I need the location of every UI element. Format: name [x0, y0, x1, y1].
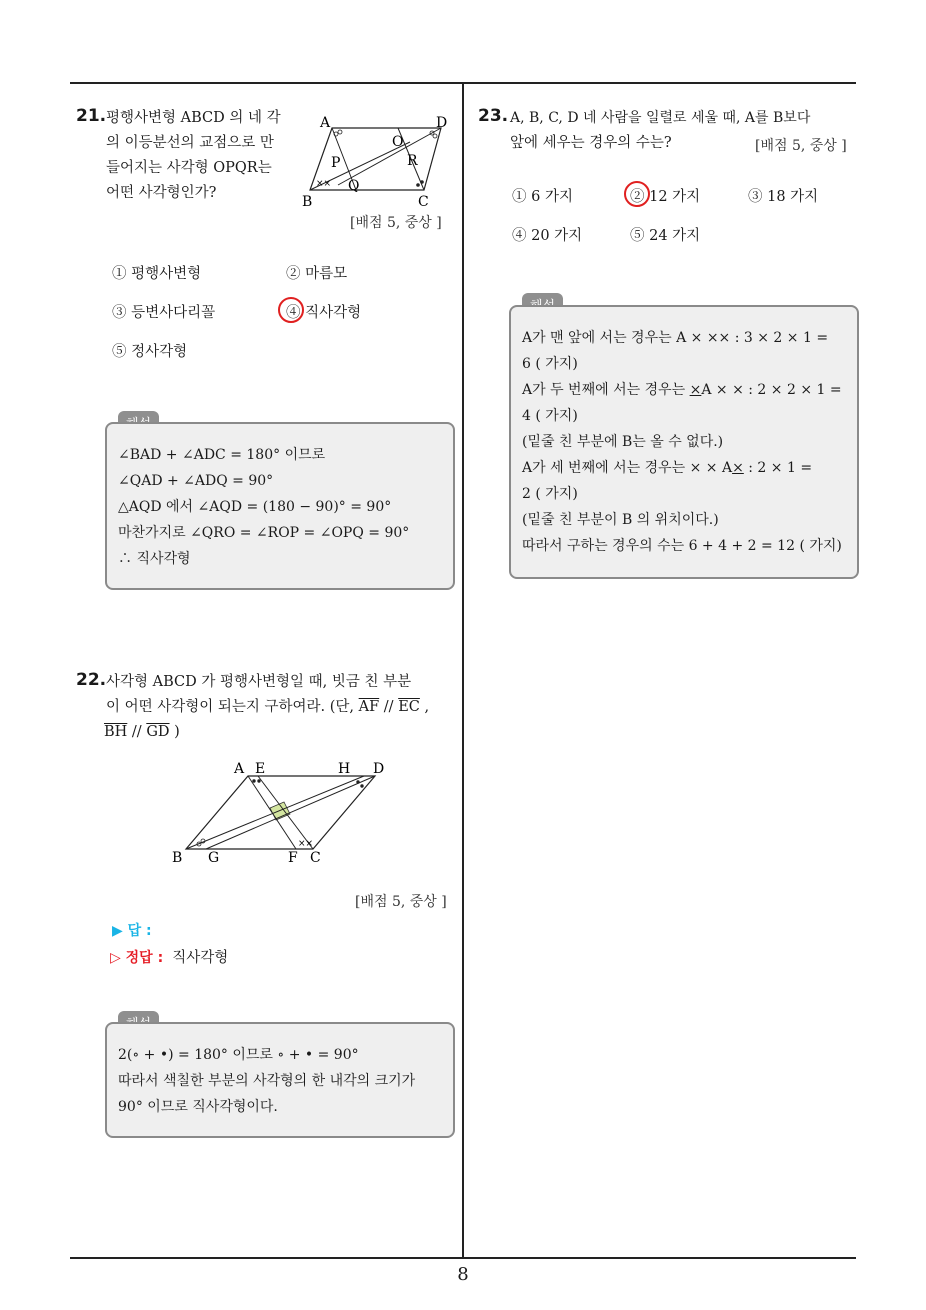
q22-line-3: $\overline{BH} // \overline{GD}$ ) — [104, 724, 180, 740]
q21-choice-2[interactable]: ② 마름모 — [286, 266, 348, 282]
q21-explain-4: 마찬가지로 ∠QRO = ∠ROP = ∠OPQ = 90° — [118, 525, 410, 541]
q22-number: 22. — [76, 670, 107, 690]
q21-mark-c2 — [420, 180, 424, 184]
q23-line-2: 앞에 세우는 경우의 수는? — [510, 135, 672, 151]
q23-explain-7: 2 ( 가지) — [522, 486, 578, 502]
q22-label-b: B — [172, 850, 183, 866]
q22-mark-d — [356, 780, 359, 783]
q21-question — [106, 106, 296, 206]
q23-choice-2[interactable]: ② 12 가지 — [630, 189, 701, 205]
page-number: 8 — [457, 1264, 469, 1285]
q23-choice-4[interactable]: ④ 20 가지 — [512, 228, 583, 244]
q21-mark-d2 — [433, 134, 437, 138]
q23-explain-8: (밑줄 친 부분이 B 의 위치이다.) — [522, 512, 719, 528]
q22-question — [106, 670, 458, 745]
q21-number: 21. — [76, 106, 107, 126]
q22-correct-row — [110, 946, 228, 967]
q21-line-1: 평행사변형 ABCD 의 네 각 — [106, 110, 281, 126]
q21-choice-1[interactable]: ① 평행사변형 — [112, 266, 202, 282]
q21-label-a: A — [320, 115, 331, 131]
bottom-rule — [70, 1257, 856, 1259]
q23-selected-mark — [624, 181, 650, 207]
q23-explain-9: 따라서 구하는 경우의 수는 6 + 4 + 2 = 12 ( 가지) — [522, 538, 842, 554]
q21-label-p: P — [331, 155, 341, 171]
q21-explain-box — [105, 422, 455, 590]
q22-answer-label: ▶ 답 : — [112, 923, 152, 939]
q22-label-g: G — [208, 850, 220, 866]
q22-line-2: 이 어떤 사각형이 되는지 구하여라. (단, $\overline{AF} // \overline{EC}$ , — [106, 699, 430, 715]
q21-explain-3: △AQD 에서 ∠AQD = (180 − 90)° = 90° — [118, 499, 392, 515]
q21-explain-1: ∠BAD + ∠ADC = 180° 이므로 — [118, 447, 326, 463]
q21-choice-3[interactable]: ③ 등변사다리꼴 — [112, 305, 216, 321]
q23-underline-1: × — [689, 382, 702, 398]
q22-label-e: E — [255, 761, 266, 777]
q21-label-q: Q — [348, 178, 360, 194]
q21-label-d: D — [436, 115, 448, 131]
column-divider — [462, 82, 464, 1258]
q23-explain-2: 6 ( 가지) — [522, 356, 578, 372]
q23-explain-1: A가 맨 앞에 서는 경우는 A × ×× : 3 × 2 × 1 = — [522, 330, 829, 346]
q22-line-1: 사각형 ABCD 가 평행사변형일 때, 빗금 친 부분 — [106, 674, 412, 690]
q22-seg-bh: $\overline{BH}$ — [104, 724, 128, 740]
q21-mark-a2 — [338, 130, 342, 134]
q21-explain-2: ∠QAD + ∠ADQ = 90° — [118, 473, 274, 489]
q21-mark-c — [416, 183, 420, 187]
q23-line-1: A, B, C, D 네 사람을 일렬로 세울 때, A를 B보다 — [510, 110, 811, 126]
q22-seg-af: $\overline{AF}$ — [358, 699, 380, 715]
q21-selected-mark — [278, 297, 304, 323]
q23-choice-3[interactable]: ③ 18 가지 — [748, 189, 819, 205]
q21-bisector-d — [338, 128, 441, 185]
q22-explain-3: 90° 이므로 직사각형이다. — [118, 1099, 278, 1115]
q23-explain-box — [509, 305, 859, 579]
q23-choice-5[interactable]: ⑤ 24 가지 — [630, 228, 701, 244]
q21-label-o: O — [392, 134, 404, 150]
q22-explain-2: 따라서 색칠한 부분의 사각형의 한 내각의 크기가 — [118, 1073, 416, 1089]
q21-mark-b: ×× — [316, 179, 332, 189]
q22-label-c: C — [310, 850, 321, 866]
q21-explain-5: ∴ 직사각형 — [118, 551, 191, 567]
q22-seg-gd: $\overline{GD}$ — [146, 724, 170, 740]
q23-meta: [배점 5, 중상 ] — [755, 138, 847, 154]
q22-explain-box — [105, 1022, 455, 1138]
q22-mark-a2 — [257, 779, 260, 782]
q21-choice-4[interactable]: ④ 직사각형 — [286, 305, 362, 321]
q22-mark-c: ×× — [298, 839, 314, 849]
q21-line-3: 들어지는 사각형 OPQR는 — [106, 160, 272, 176]
q21-meta: [배점 5, 중상 ] — [350, 215, 442, 231]
q22-line-gd — [206, 776, 375, 849]
q22-label-h: H — [338, 761, 351, 777]
q21-line-2: 의 이등분선의 교점으로 만 — [106, 135, 274, 151]
q22-line-bh — [186, 776, 364, 849]
q22-label-f: F — [288, 850, 298, 866]
q22-correct-value: 직사각형 — [172, 950, 229, 966]
q21-choice-5[interactable]: ⑤ 정사각형 — [112, 344, 188, 360]
q23-number: 23. — [478, 106, 509, 126]
q23-underline-2: × — [732, 460, 744, 476]
q21-label-b: B — [302, 194, 313, 210]
q22-explain-1: 2(∘ + •) = 180° 이므로 ∘ + • = 90° — [118, 1047, 359, 1063]
q23-explain-4: 4 ( 가지) — [522, 408, 578, 424]
q23-explain-5: (밑줄 친 부분에 B는 올 수 없다.) — [522, 434, 724, 450]
q22-figure — [168, 756, 398, 868]
q22-meta: [배점 5, 중상 ] — [355, 894, 447, 910]
q23-explain-3: A가 두 번째에 서는 경우는 ×A × × : 2 × 2 × 1 = — [522, 382, 842, 398]
q23-choice-1[interactable]: ① 6 가지 — [512, 189, 573, 205]
q21-figure — [298, 110, 458, 210]
q22-label-a: A — [234, 761, 245, 777]
q21-label-r: R — [407, 153, 418, 169]
q21-label-c: C — [418, 194, 429, 210]
q22-correct-label: ▷ 정답 : — [110, 950, 164, 966]
q21-line-4: 어떤 사각형인가? — [106, 185, 217, 201]
q23-explain-6: A가 세 번째에 서는 경우는 × × A× : 2 × 1 = — [522, 460, 813, 476]
q22-mark-a — [252, 779, 255, 782]
q22-mark-d2 — [360, 784, 363, 787]
q22-label-d: D — [373, 761, 385, 777]
q22-seg-ec: $\overline{EC}$ — [398, 699, 420, 715]
